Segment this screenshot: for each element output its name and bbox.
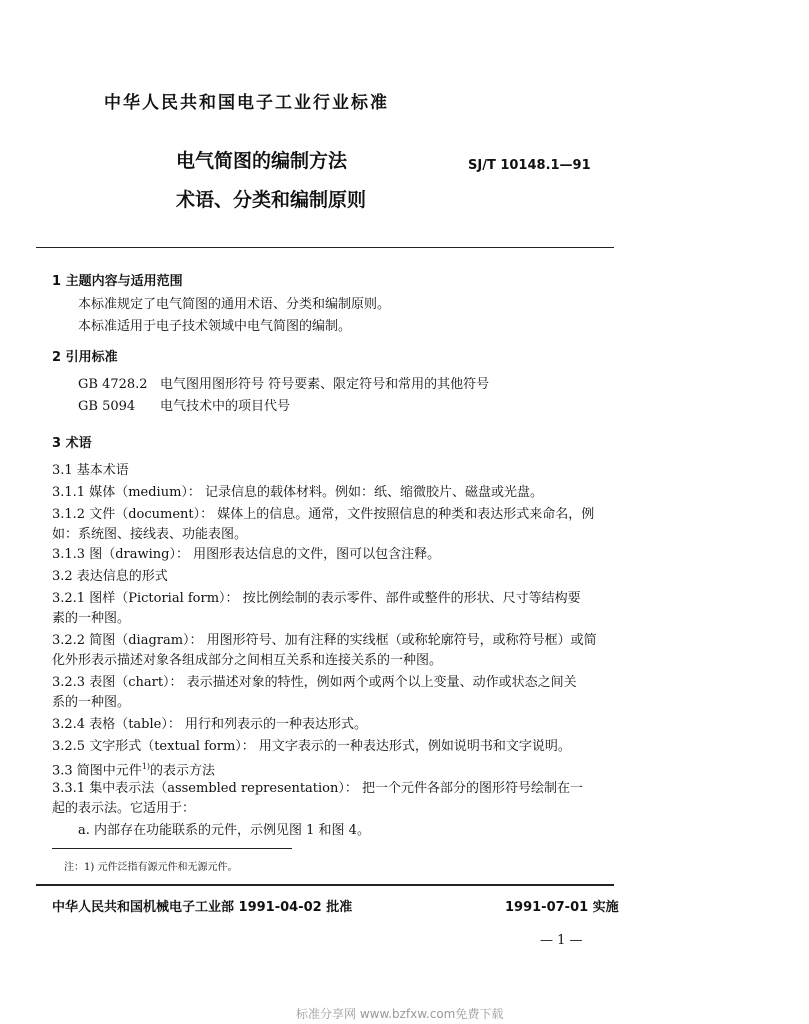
footnote-divider bbox=[52, 848, 292, 849]
reference-title-1: 电气图用图形符号 符号要素、限定符号和常用的其他符号 bbox=[160, 377, 490, 392]
reference-code-2: GB 5094 bbox=[78, 399, 136, 414]
term-3-1-3: 3.1.3 图（drawing）： 用图形表达信息的文件，图可以包含注释。 bbox=[52, 547, 441, 562]
watermark-text: 标准分享网 www.bzfxw.com免费下载 bbox=[296, 1007, 504, 1021]
reference-code-1: GB 4728.2 bbox=[78, 377, 148, 392]
page-number: — 1 — bbox=[540, 933, 583, 948]
section-1-paragraph-2: 本标准适用于电子技术领域中电气简图的编制。 bbox=[78, 319, 352, 334]
term-3-1-2: 3.1.2 文件（document）： 媒体上的信息。通常，文件按照信息的种类和表达形式来命名，例 bbox=[52, 507, 595, 522]
footnote-marker: 1) bbox=[141, 762, 151, 771]
subsection-3-3-suffix: 的表示方法 bbox=[150, 763, 216, 779]
term-3-2-4: 3.2.4 表格（table）： 用行和列表示的一种表达形式。 bbox=[52, 717, 367, 732]
term-3-2-3-cont: 系的一种图。 bbox=[52, 695, 131, 710]
reference-title-2: 电气技术中的项目代号 bbox=[160, 399, 291, 414]
standard-code: SJ/T 10148.1—91 bbox=[468, 158, 591, 173]
term-3-2-1: 3.2.1 图样（Pictorial form）： 按比例绘制的表示零件、部件或整件的形状、尺寸等结构要 bbox=[52, 591, 581, 606]
term-3-2-2-cont: 化外形表示描述对象各组成部分之间相互关系和连接关系的一种图。 bbox=[52, 653, 443, 668]
document-title-line2: 术语、分类和编制原则 bbox=[176, 189, 367, 211]
document-title-line1: 电气简图的编制方法 bbox=[176, 150, 348, 172]
section-3-heading: 3 术语 bbox=[52, 436, 92, 451]
term-3-2-1-cont: 素的一种图。 bbox=[52, 611, 131, 626]
subsection-3-3 bbox=[52, 758, 215, 779]
term-3-3-1-cont: 起的表示法。它适用于： bbox=[52, 801, 196, 816]
section-2-heading: 2 引用标准 bbox=[52, 350, 118, 365]
approval-line: 中华人民共和国机械电子工业部 1991-04-02 批准 bbox=[52, 900, 353, 915]
section-1-heading: 1 主题内容与适用范围 bbox=[52, 274, 183, 289]
header-divider bbox=[36, 247, 614, 248]
subsection-3-2: 3.2 表达信息的形式 bbox=[52, 569, 168, 584]
term-3-1-2-cont: 如：系统图、接线表、功能表图。 bbox=[52, 527, 248, 542]
term-3-2-2: 3.2.2 简图（diagram）： 用图形符号、加有注释的实线框（或称轮廓符号，或称符号框）或简 bbox=[52, 633, 597, 648]
term-3-2-3: 3.2.3 表图（chart）： 表示描述对象的特性，例如两个或两个以上变量、动作或状态之间关 bbox=[52, 675, 577, 690]
term-3-2-5: 3.2.5 文字形式（textual form）： 用文字表示的一种表达形式，例如说明书和文字说明。 bbox=[52, 739, 571, 754]
org-title: 中华人民共和国电子工业行业标准 bbox=[104, 93, 389, 113]
subsection-3-3-label: 3.3 简图中元件 bbox=[52, 763, 142, 779]
term-3-1-1: 3.1.1 媒体（medium）： 记录信息的载体材料。例如：纸、缩微胶片、磁盘或光盘。 bbox=[52, 485, 544, 500]
list-item-a: a. 内部存在功能联系的元件，示例见图 1 和图 4。 bbox=[78, 823, 370, 838]
footnote-text: 注：1) 元件泛指有源元件和无源元件。 bbox=[64, 862, 238, 873]
footer-divider bbox=[36, 884, 614, 886]
term-3-3-1: 3.3.1 集中表示法（assembled representation）： 把一个元件各部分的图形符号绘制在一 bbox=[52, 781, 584, 796]
subsection-3-1: 3.1 基本术语 bbox=[52, 463, 129, 478]
section-1-paragraph-1: 本标准规定了电气简图的通用术语、分类和编制原则。 bbox=[78, 297, 391, 312]
effective-date: 1991-07-01 实施 bbox=[505, 900, 619, 915]
